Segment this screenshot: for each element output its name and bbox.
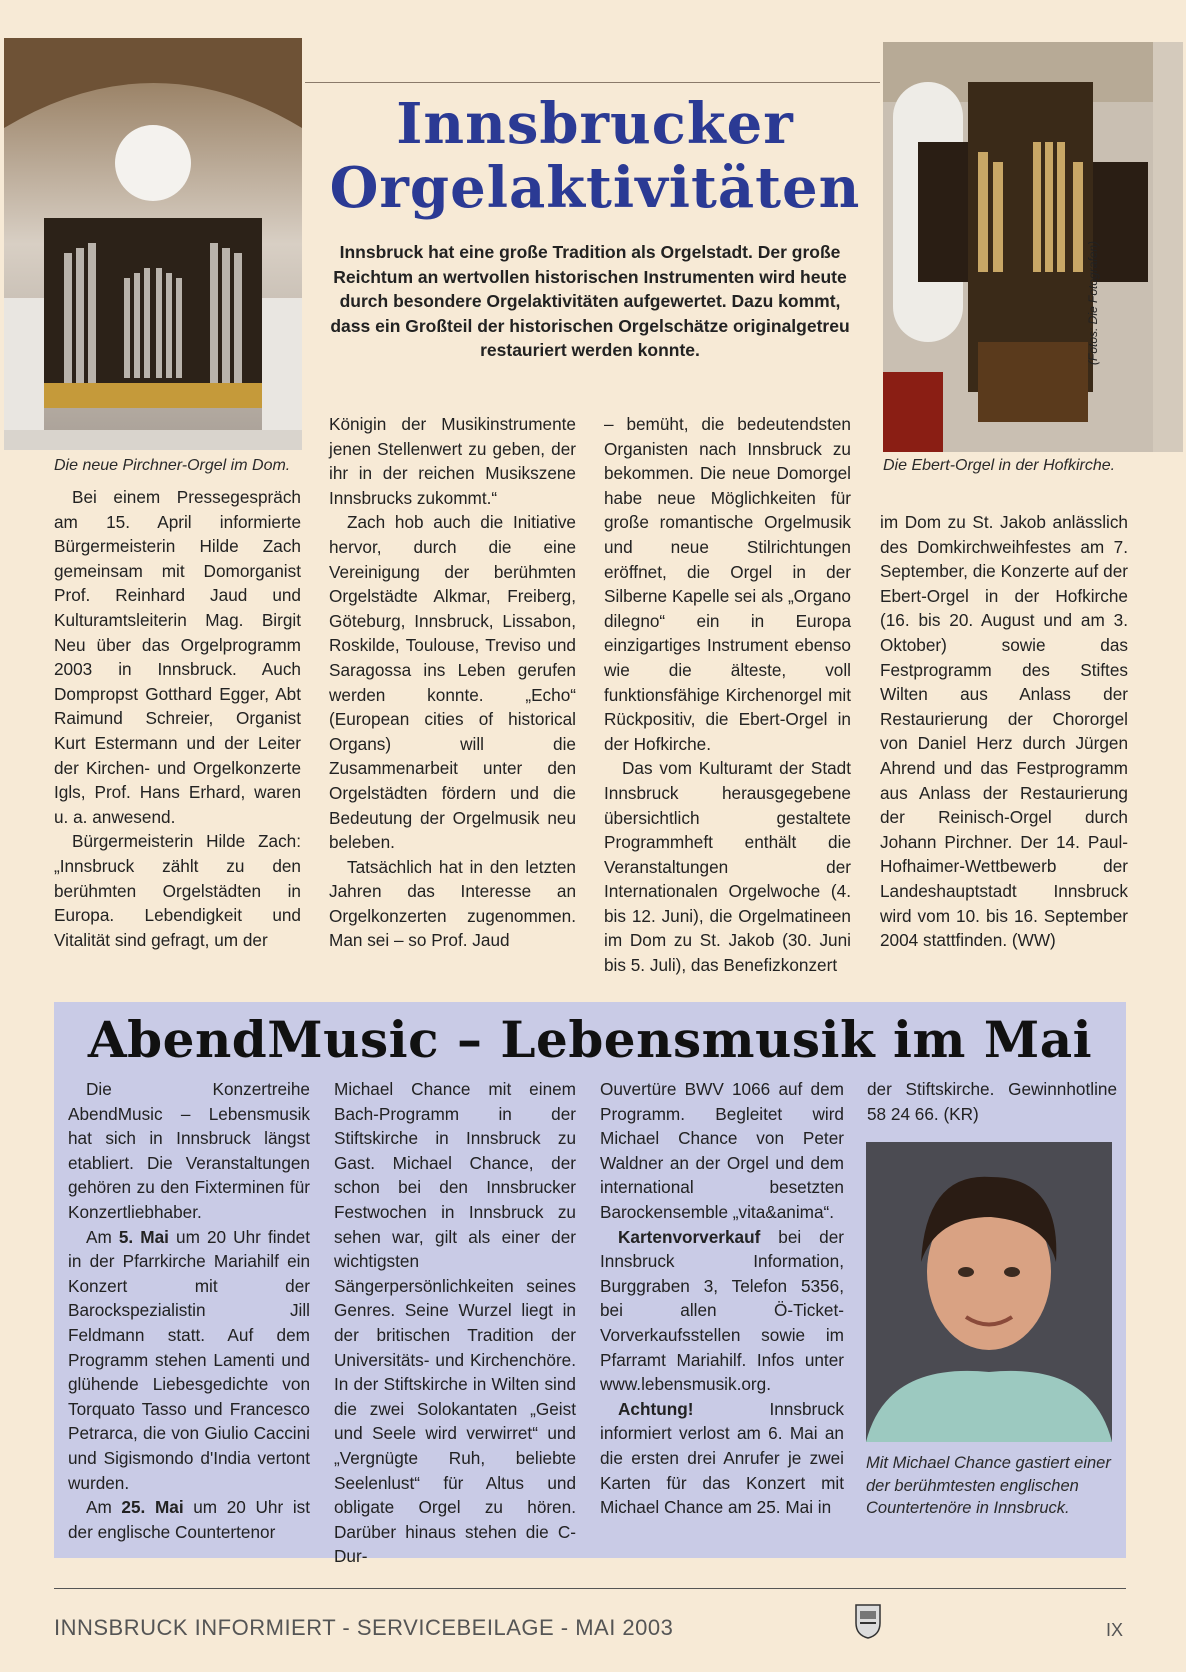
article2-column-2 <box>334 1077 576 1569</box>
caption-right: Die Ebert-Orgel in der Hofkirche. <box>883 457 1116 474</box>
paragraph: Zach hob auch die Initiative hervor, durch die eine Vereinigung der berühmten Orgelstädte Alkmar, Freiberg, Göteburg, Innsbruck, Lissabon, Roskilde, Toulouse, Treviso und Saragossa ins Leben gerufen werden konnte. „Echo“ (European cities of historical Organs) will die Zusammenarbeit unter den Orgelstädten fördern und die Bedeutung der Orgelmusik neu beleben. <box>329 512 576 853</box>
article1-column-3 <box>604 412 851 978</box>
paragraph: Das vom Kulturamt der Stadt Innsbruck herausgegebene übersichtlich gestaltete Programmheft enthält die Veranstaltungen der Internationalen Orgelwoche (4. bis 12. Juni), die Orgelmatineen im Dom zu St. Jakob (30. Juni bis 5. Juli), das Benefizkonzert <box>604 758 851 976</box>
article2-column-3 <box>600 1077 844 1520</box>
paragraph <box>600 1225 844 1397</box>
article-intro: Innsbruck hat eine große Tradition als Orgelstadt. Der große Reichtum an wertvollen historischen Instrumenten wird heute durch besondere Orgelaktivitäten aufgewertet. Dazu kommt, dass ein Großteil der historischen Orgelschätze originalgetreu restauriert werden konnte. <box>330 242 850 360</box>
paragraph: – bemüht, die bedeutendsten Organisten nach Innsbruck zu bekommen. Die neue Domorgel habe neue Möglichkeiten für große romantische Orgelmusik und neue Stilrichtungen eröffnet, die Orgel in der Silberne Kapelle sei als „Organo dilegno“ ein in Europa einzigartiges Instrument ebenso wie die älteste, voll funktionsfähige Kirchenorgel mit Rückpositiv, die Ebert-Orgel in der Hofkirche. <box>604 414 851 754</box>
paragraph: Bürgermeisterin Hilde Zach: „Innsbruck zählt zu den berühmten Orgelstädten in Europa. Lebendigkeit und Vitalität sind gefragt, um der <box>54 831 301 950</box>
paragraph <box>68 1495 310 1544</box>
text: bei der Innsbruck Information, Burggraben 3, Telefon 5356, bei allen Ö-Ticket-Vorverkaufsstellen sowie im Pfarramt Mariahilf. Infos unter www.lebensmusik.org. <box>600 1226 844 1395</box>
text: Am <box>86 1226 119 1247</box>
bold-lead: Achtung! <box>618 1398 694 1419</box>
paragraph: Michael Chance mit einem Bach-Programm in der Stiftskirche in Innsbruck zu Gast. Michael Chance, der schon bei den Innsbrucker Festwochen in Innsbruck zu sehen war, gilt als einer der wichtigsten Sängerpersönlichkeiten seines Genres. Seine Wurzel liegt in der britischen Tradition der Universitäts- und Kirchenchöre. In der Stiftskirche in Wilten sind die zwei Solokantaten „Geist und Seele wird verwirret“ und „Vergnügte Ruh, beliebte Seelenlust“ für Altus und obligate Orgel zu hören. Darüber hinaus stehen die C-Dur- <box>334 1079 576 1567</box>
bold-lead: Kartenvorverkauf <box>618 1226 761 1247</box>
article2-column-4 <box>867 1077 1117 1126</box>
photo-pirchner-organ <box>4 38 302 450</box>
article-title-line2: Orgelaktivitäten <box>329 155 861 221</box>
coat-of-arms-icon <box>854 1603 882 1639</box>
abendmusic-title: AbendMusic – Lebensmusik im Mai <box>87 1010 1093 1069</box>
photo-caption: Mit Michael Chance gastiert einer der berühmtesten englischen Countertenöre in Innsbruck. <box>866 1454 1111 1517</box>
photo-michael-chance <box>866 1142 1112 1442</box>
text: um 20 Uhr findet in der Pfarrkirche Mariahilf ein Konzert mit der Barockspezialistin Jill Feldmann statt. Auf dem Programm stehen Lamenti und glühende Liebesgedichte von Torquato Tasso und Francesco Petrarca, die von Giulio Caccini und Sigismondo d'India vertont wurden. <box>68 1226 311 1493</box>
text: Am <box>86 1497 122 1518</box>
paragraph: Ouvertüre BWV 1066 auf dem Programm. Begleitet wird Michael Chance von Peter Waldner an der Orgel und dem international besetzten Barockensemble „vita&anima“. <box>600 1079 844 1222</box>
text: um 20 Uhr ist der englische Countertenor <box>68 1497 311 1542</box>
article2-column-1 <box>68 1077 310 1544</box>
footer-publication: INNSBRUCK INFORMIERT - SERVICEBEILAGE - MAI 2003 <box>54 1615 674 1640</box>
paragraph: Die Konzertreihe AbendMusic – Lebensmusik hat sich in Innsbruck längst etabliert. Die Veranstaltungen gehören zu den Fixterminen für Konzertliebhaber. <box>68 1079 310 1222</box>
paragraph: der Stiftskirche. Gewinnhotline 58 24 66. (KR) <box>867 1079 1117 1124</box>
footer-rule <box>54 1588 1126 1589</box>
paragraph: Tatsächlich hat in den letzten Jahren das Interesse an Orgelkonzerten zugenommen. Man sei – so Prof. Jaud <box>329 856 576 951</box>
page-number: IX <box>1106 1620 1124 1640</box>
paragraph <box>600 1397 844 1520</box>
article1-column-1 <box>54 485 301 952</box>
text: Innsbruck informiert verlost am 6. Mai an die ersten drei Anrufer je zwei Karten für das Konzert mit Michael Chance am 25. Mai in <box>600 1398 844 1518</box>
paragraph: Bei einem Pressegespräch am 15. April informierte Bürgermeisterin Hilde Zach gemeinsam mit Domorganist Prof. Reinhard Jaud und Kulturamtsleiterin Mag. Birgit Neu über das Orgelprogramm 2003 in Innsbruck. Auch Dompropst Gotthard Egger, Abt Raimund Schreier, Organist Kurt Estermann und der Leiter der Kirchen- und Orgelkonzerte Igls, Prof. Hans Erhard, waren u. a. anwesend. <box>54 487 301 827</box>
paragraph: im Dom zu St. Jakob anlässlich des Domkirchweihfestes am 7. September, die Konzerte auf der Ebert-Orgel in der Hofkirche (16. bis 20. August und am 3. Oktober) sowie das Festprogramm des Stiftes Wilten aus Anlass der Restaurierung der Chororgel von Daniel Herz durch Jürgen Ahrend und das Festprogramm aus Anlass der Restaurierung der Reinisch-Orgel durch Johann Pirchner. Der 14. Paul-Hofhaimer-Wettbewerb der Landeshauptstadt Innsbruck wird vom 10. bis 16. September 2004 stattfinden. (WW) <box>880 512 1128 951</box>
article-title <box>305 92 885 220</box>
article-title-line1: Innsbrucker <box>396 91 794 157</box>
caption-left: Die neue Pirchner-Orgel im Dom. <box>54 457 291 474</box>
article1-column-2 <box>329 412 576 953</box>
paragraph <box>68 1225 310 1496</box>
photo-ebert-organ <box>883 42 1183 452</box>
paragraph: Königin der Musikinstrumente jenen Stellenwert zu geben, der ihr in der reichen Musikszene Innsbrucks zukommt.“ <box>329 414 576 508</box>
photo-credit: (Fotos: Die Fotografen) <box>1086 240 1100 365</box>
title-rule <box>305 82 880 83</box>
article1-column-4 <box>880 510 1128 953</box>
date-highlight: 5. Mai <box>118 1226 169 1247</box>
date-highlight: 25. Mai <box>121 1497 184 1518</box>
